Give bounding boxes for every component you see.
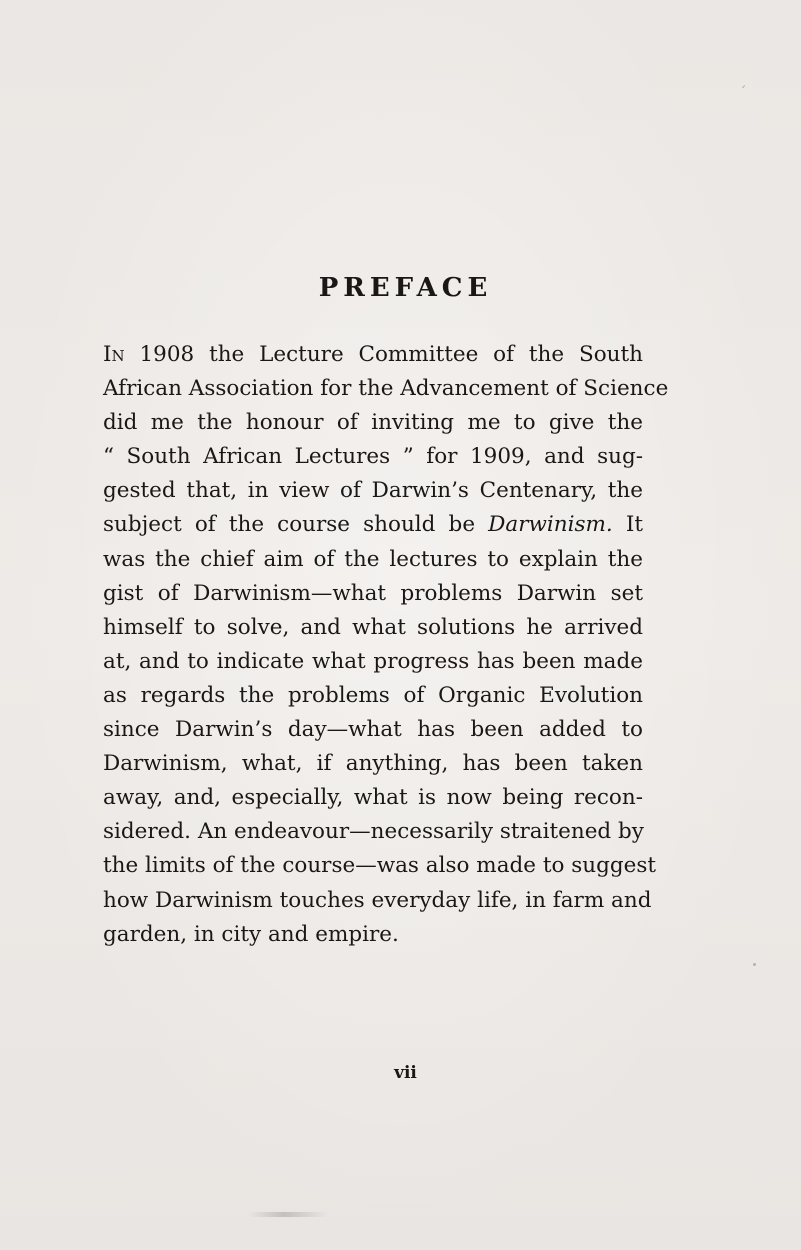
text-line: Darwinism, what, if anything, has been taken	[103, 751, 643, 777]
italic-term: Darwinism.	[488, 512, 613, 538]
text-segment: subject of the course should be	[103, 512, 489, 538]
margin-mark: ᐟ	[742, 84, 746, 93]
page-number: vii	[394, 1063, 417, 1083]
text-line: the limits of the course—was also made to suggest	[103, 853, 657, 879]
text-line: gist of Darwinism—what problems Darwin set	[103, 580, 643, 606]
page-title: PREFACE	[318, 273, 493, 303]
text-line: how Darwinism touches everyday life, in farm and	[103, 887, 652, 913]
text-line: at, and to indicate what progress has been made	[103, 648, 643, 674]
lead-word: In	[103, 342, 125, 367]
text-line: himself to solve, and what solutions he arrived	[103, 614, 643, 640]
text-line: African Association for the Advancement of Science	[103, 376, 669, 402]
paper-speck	[753, 963, 756, 966]
text-line: sidered. An endeavour—necessarily straitened by	[103, 819, 644, 845]
text-line: “ South African Lectures ” for 1909, and sug-	[103, 444, 643, 470]
text-line: since Darwin’s day—what has been added to	[103, 717, 643, 743]
text-line: was the chief aim of the lectures to explain the	[103, 546, 643, 572]
paper-smudge	[248, 1212, 328, 1217]
preface-paragraph	[103, 338, 669, 952]
text-line-rest: 1908 the Lecture Committee of the South	[124, 342, 643, 367]
text-line: garden, in city and empire.	[103, 921, 399, 947]
text-line: gested that, in view of Darwin’s Centenary, the	[103, 478, 643, 504]
text-line	[103, 508, 643, 542]
text-line: as regards the problems of Organic Evolution	[103, 682, 643, 708]
text-line: did me the honour of inviting me to give the	[103, 410, 643, 436]
text-segment: It	[612, 512, 644, 538]
text-line	[103, 338, 643, 372]
text-line: away, and, especially, what is now being recon-	[103, 785, 643, 811]
